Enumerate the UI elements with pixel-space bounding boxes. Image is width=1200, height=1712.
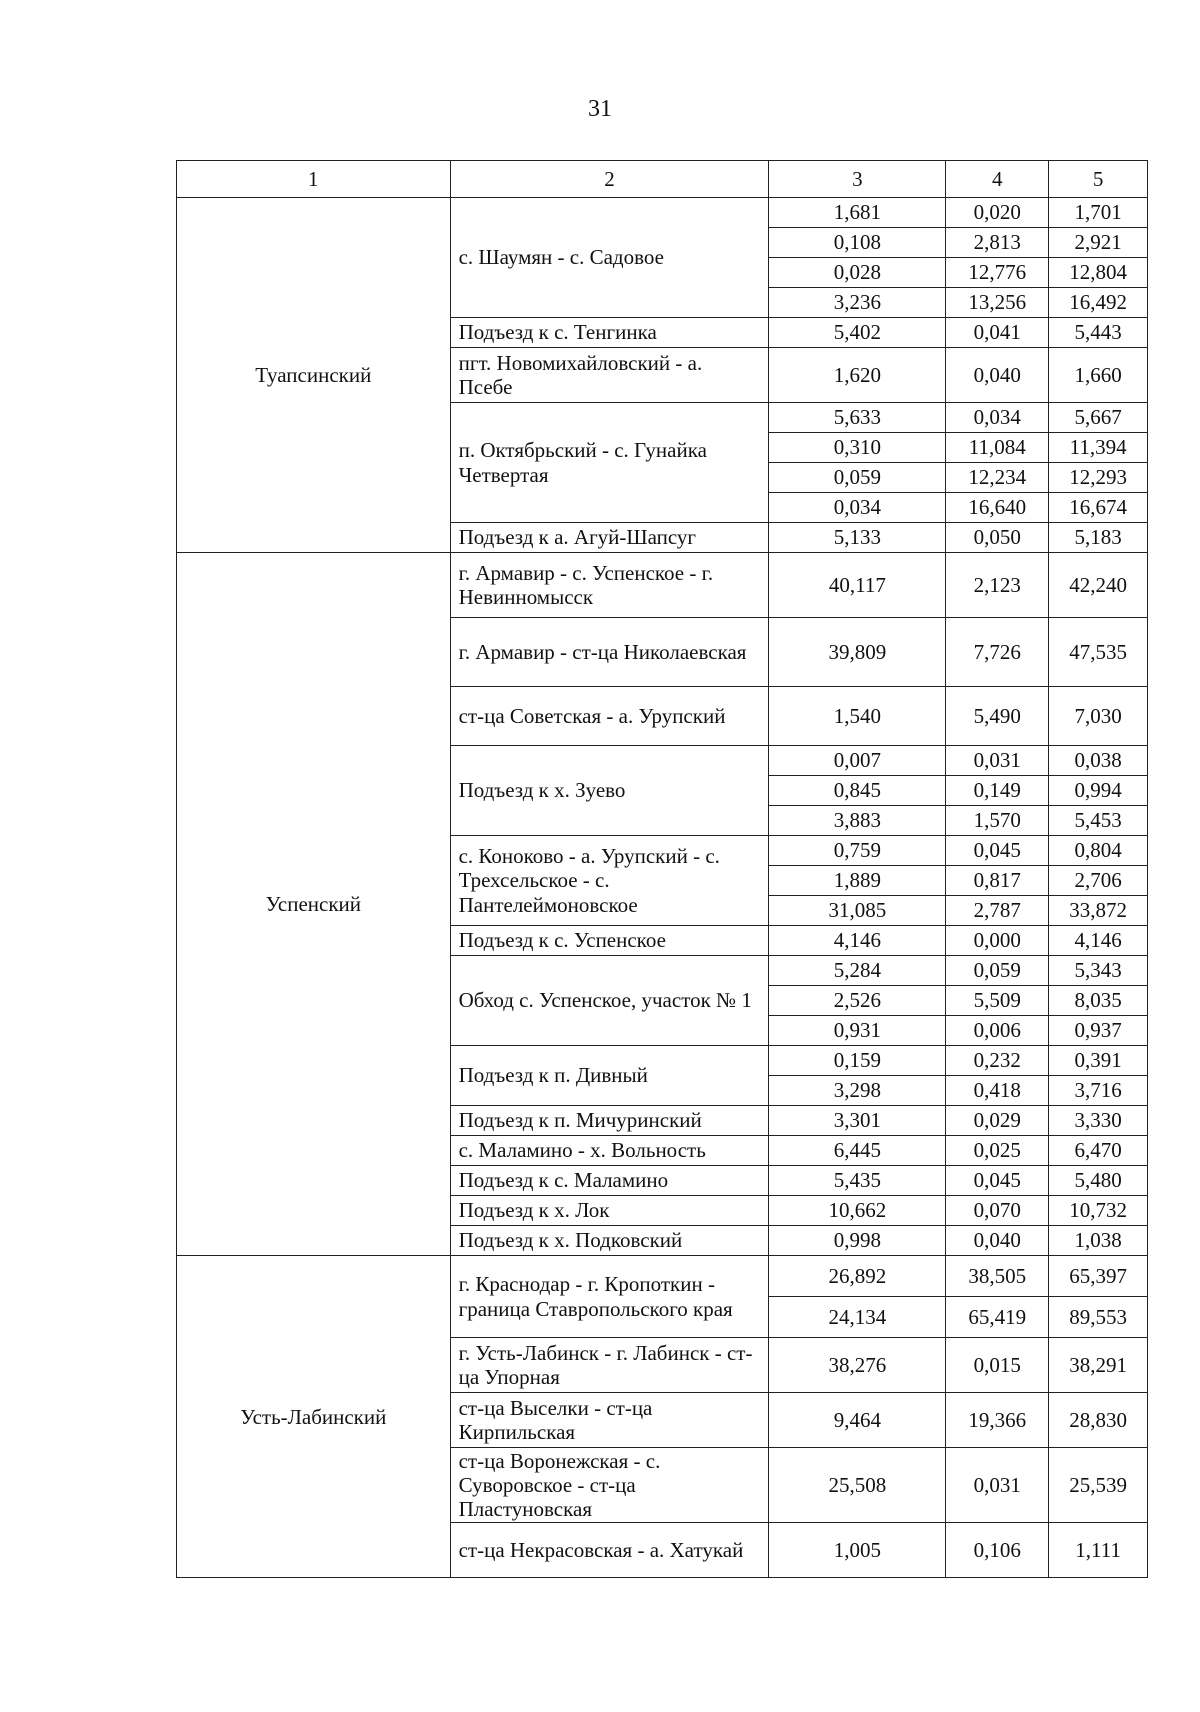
- value-col-5: 12,804: [1049, 258, 1148, 288]
- value-col-4: 65,419: [946, 1297, 1049, 1338]
- road-table: [176, 160, 1148, 1578]
- road-table-body: [177, 161, 1148, 1578]
- value-col-4: 0,020: [946, 198, 1049, 228]
- value-col-4: 12,776: [946, 258, 1049, 288]
- district-name: Туапсинский: [177, 198, 451, 553]
- column-header: 2: [450, 161, 769, 198]
- value-col-5: 8,035: [1049, 986, 1148, 1016]
- value-col-3: 26,892: [769, 1256, 946, 1297]
- value-col-5: 28,830: [1049, 1393, 1148, 1448]
- value-col-5: 0,391: [1049, 1046, 1148, 1076]
- road-name: с. Шаумян - с. Садовое: [450, 198, 769, 318]
- value-col-3: 1,005: [769, 1523, 946, 1578]
- value-col-4: 1,570: [946, 806, 1049, 836]
- road-name: Подъезд к п. Дивный: [450, 1046, 769, 1106]
- value-col-3: 38,276: [769, 1338, 946, 1393]
- value-col-4: 0,034: [946, 403, 1049, 433]
- value-col-3: 0,759: [769, 836, 946, 866]
- value-col-3: 1,620: [769, 348, 946, 403]
- road-name: ст-ца Некрасовская - а. Хатукай: [450, 1523, 769, 1578]
- value-col-5: 4,146: [1049, 926, 1148, 956]
- value-col-4: 0,050: [946, 523, 1049, 553]
- value-col-5: 10,732: [1049, 1196, 1148, 1226]
- value-col-3: 0,028: [769, 258, 946, 288]
- district-name: Успенский: [177, 553, 451, 1256]
- value-col-3: 40,117: [769, 553, 946, 618]
- value-col-4: 0,029: [946, 1106, 1049, 1136]
- value-col-5: 38,291: [1049, 1338, 1148, 1393]
- value-col-5: 5,480: [1049, 1166, 1148, 1196]
- value-col-4: 2,787: [946, 896, 1049, 926]
- value-col-3: 10,662: [769, 1196, 946, 1226]
- value-col-5: 65,397: [1049, 1256, 1148, 1297]
- value-col-3: 0,159: [769, 1046, 946, 1076]
- value-col-4: 12,234: [946, 463, 1049, 493]
- value-col-5: 1,111: [1049, 1523, 1148, 1578]
- value-col-4: 0,006: [946, 1016, 1049, 1046]
- value-col-3: 3,301: [769, 1106, 946, 1136]
- value-col-5: 0,038: [1049, 746, 1148, 776]
- value-col-3: 3,883: [769, 806, 946, 836]
- road-name: Подъезд к с. Маламино: [450, 1166, 769, 1196]
- value-col-4: 0,149: [946, 776, 1049, 806]
- value-col-3: 25,508: [769, 1448, 946, 1523]
- value-col-5: 5,183: [1049, 523, 1148, 553]
- value-col-3: 0,034: [769, 493, 946, 523]
- value-col-5: 5,443: [1049, 318, 1148, 348]
- value-col-5: 16,674: [1049, 493, 1148, 523]
- value-col-3: 0,998: [769, 1226, 946, 1256]
- value-col-4: 16,640: [946, 493, 1049, 523]
- value-col-4: 0,418: [946, 1076, 1049, 1106]
- value-col-5: 1,701: [1049, 198, 1148, 228]
- district-name: Усть-Лабинский: [177, 1256, 451, 1578]
- value-col-3: 0,059: [769, 463, 946, 493]
- value-col-5: 1,038: [1049, 1226, 1148, 1256]
- road-name: г. Армавир - с. Успенское - г. Невинномысск: [450, 553, 769, 618]
- value-col-5: 6,470: [1049, 1136, 1148, 1166]
- value-col-4: 0,070: [946, 1196, 1049, 1226]
- value-col-5: 47,535: [1049, 618, 1148, 687]
- value-col-4: 0,000: [946, 926, 1049, 956]
- table-row: [177, 553, 1148, 618]
- value-col-4: 0,045: [946, 836, 1049, 866]
- road-name: Обход с. Успенское, участок № 1: [450, 956, 769, 1046]
- road-name: Подъезд к а. Агуй-Шапсуг: [450, 523, 769, 553]
- road-name: Подъезд к с. Успенское: [450, 926, 769, 956]
- road-name: ст-ца Советская - а. Урупский: [450, 687, 769, 746]
- road-name: ст-ца Воронежская - с. Суворовское - ст-ца Пластуновская: [450, 1448, 769, 1523]
- column-header: 1: [177, 161, 451, 198]
- value-col-3: 2,526: [769, 986, 946, 1016]
- value-col-3: 39,809: [769, 618, 946, 687]
- value-col-4: 0,817: [946, 866, 1049, 896]
- table-row: [177, 1256, 1148, 1297]
- value-col-5: 33,872: [1049, 896, 1148, 926]
- value-col-3: 0,007: [769, 746, 946, 776]
- value-col-5: 2,706: [1049, 866, 1148, 896]
- value-col-5: 89,553: [1049, 1297, 1148, 1338]
- road-name: с. Коноково - а. Урупский - с. Трехсельское - с. Пантелеймоновское: [450, 836, 769, 926]
- value-col-3: 5,435: [769, 1166, 946, 1196]
- value-col-3: 0,310: [769, 433, 946, 463]
- value-col-4: 0,040: [946, 348, 1049, 403]
- value-col-5: 25,539: [1049, 1448, 1148, 1523]
- table-row: [177, 198, 1148, 228]
- road-name: п. Октябрьский - с. Гунайка Четвертая: [450, 403, 769, 523]
- value-col-3: 5,402: [769, 318, 946, 348]
- value-col-4: 0,041: [946, 318, 1049, 348]
- road-name: г. Армавир - ст-ца Николаевская: [450, 618, 769, 687]
- value-col-5: 2,921: [1049, 228, 1148, 258]
- value-col-4: 5,490: [946, 687, 1049, 746]
- road-name: Подъезд к х. Подковский: [450, 1226, 769, 1256]
- value-col-4: 0,031: [946, 746, 1049, 776]
- value-col-3: 0,931: [769, 1016, 946, 1046]
- road-name: пгт. Новомихайловский - а. Псебе: [450, 348, 769, 403]
- value-col-4: 13,256: [946, 288, 1049, 318]
- value-col-4: 38,505: [946, 1256, 1049, 1297]
- value-col-5: 5,453: [1049, 806, 1148, 836]
- value-col-5: 42,240: [1049, 553, 1148, 618]
- road-name: Подъезд к с. Тенгинка: [450, 318, 769, 348]
- column-header: 3: [769, 161, 946, 198]
- road-name: Подъезд к х. Зуево: [450, 746, 769, 836]
- value-col-5: 16,492: [1049, 288, 1148, 318]
- value-col-4: 0,025: [946, 1136, 1049, 1166]
- value-col-5: 5,667: [1049, 403, 1148, 433]
- road-name: с. Маламино - х. Вольность: [450, 1136, 769, 1166]
- value-col-3: 24,134: [769, 1297, 946, 1338]
- value-col-3: 9,464: [769, 1393, 946, 1448]
- value-col-4: 11,084: [946, 433, 1049, 463]
- value-col-3: 4,146: [769, 926, 946, 956]
- value-col-4: 0,232: [946, 1046, 1049, 1076]
- value-col-5: 0,804: [1049, 836, 1148, 866]
- value-col-3: 0,108: [769, 228, 946, 258]
- table-header-row: [177, 161, 1148, 198]
- value-col-3: 5,284: [769, 956, 946, 986]
- column-header: 5: [1049, 161, 1148, 198]
- value-col-5: 3,716: [1049, 1076, 1148, 1106]
- value-col-5: 0,937: [1049, 1016, 1148, 1046]
- value-col-4: 0,106: [946, 1523, 1049, 1578]
- value-col-4: 7,726: [946, 618, 1049, 687]
- value-col-3: 1,540: [769, 687, 946, 746]
- column-header: 4: [946, 161, 1049, 198]
- value-col-5: 5,343: [1049, 956, 1148, 986]
- value-col-4: 0,015: [946, 1338, 1049, 1393]
- value-col-4: 0,031: [946, 1448, 1049, 1523]
- value-col-3: 1,681: [769, 198, 946, 228]
- value-col-3: 6,445: [769, 1136, 946, 1166]
- value-col-3: 5,633: [769, 403, 946, 433]
- value-col-4: 0,059: [946, 956, 1049, 986]
- value-col-3: 5,133: [769, 523, 946, 553]
- value-col-4: 2,813: [946, 228, 1049, 258]
- road-name: ст-ца Выселки - ст-ца Кирпильская: [450, 1393, 769, 1448]
- value-col-4: 2,123: [946, 553, 1049, 618]
- road-name: Подъезд к х. Лок: [450, 1196, 769, 1226]
- value-col-3: 1,889: [769, 866, 946, 896]
- value-col-3: 3,298: [769, 1076, 946, 1106]
- value-col-5: 1,660: [1049, 348, 1148, 403]
- road-name: Подъезд к п. Мичуринский: [450, 1106, 769, 1136]
- road-name: г. Усть-Лабинск - г. Лабинск - ст-ца Упорная: [450, 1338, 769, 1393]
- value-col-5: 7,030: [1049, 687, 1148, 746]
- value-col-5: 0,994: [1049, 776, 1148, 806]
- value-col-3: 0,845: [769, 776, 946, 806]
- value-col-3: 31,085: [769, 896, 946, 926]
- value-col-4: 0,045: [946, 1166, 1049, 1196]
- value-col-5: 11,394: [1049, 433, 1148, 463]
- value-col-5: 12,293: [1049, 463, 1148, 493]
- value-col-3: 3,236: [769, 288, 946, 318]
- value-col-4: 19,366: [946, 1393, 1049, 1448]
- value-col-5: 3,330: [1049, 1106, 1148, 1136]
- value-col-4: 5,509: [946, 986, 1049, 1016]
- page-number: 31: [588, 96, 612, 122]
- value-col-4: 0,040: [946, 1226, 1049, 1256]
- road-name: г. Краснодар - г. Кропоткин - граница Ставропольского края: [450, 1256, 769, 1338]
